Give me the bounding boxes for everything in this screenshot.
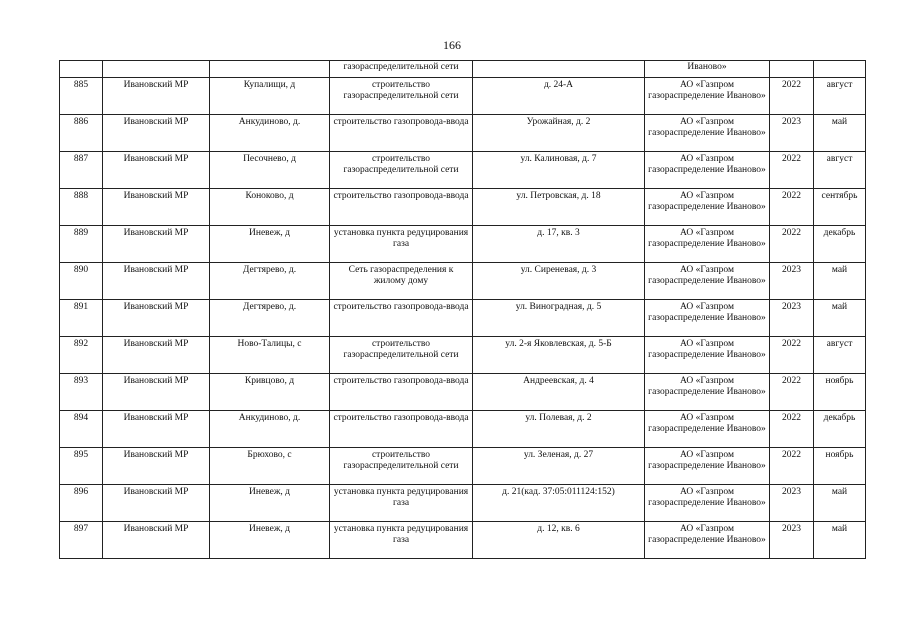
cell-work: строительство газопровода-ввода bbox=[330, 115, 473, 152]
cell-month: май bbox=[814, 263, 866, 300]
cell-no: 895 bbox=[60, 448, 103, 485]
cell-year: 2022 bbox=[770, 78, 814, 115]
cell-org: АО «Газпром газораспределение Иваново» bbox=[645, 189, 770, 226]
cell-org: АО «Газпром газораспределение Иваново» bbox=[645, 374, 770, 411]
cell-settlement: Анкудиново, д. bbox=[210, 115, 330, 152]
cell-work: строительство газораспределительной сети bbox=[330, 448, 473, 485]
page-number: 166 bbox=[443, 38, 461, 52]
cell-work: строительство газораспределительной сети bbox=[330, 337, 473, 374]
table-row bbox=[60, 189, 866, 226]
cell-work: строительство газораспределительной сети bbox=[330, 78, 473, 115]
cell-org: АО «Газпром газораспределение Иваново» bbox=[645, 411, 770, 448]
cell-org: АО «Газпром газораспределение Иваново» bbox=[645, 226, 770, 263]
cell-month: август bbox=[814, 337, 866, 374]
cell-org: АО «Газпром газораспределение Иваново» bbox=[645, 485, 770, 522]
cell-district: Ивановский МР bbox=[103, 374, 210, 411]
cell-district: Ивановский МР bbox=[103, 411, 210, 448]
cell-month: декабрь bbox=[814, 411, 866, 448]
cell-year: 2022 bbox=[770, 226, 814, 263]
table-row bbox=[60, 522, 866, 559]
cell-month: август bbox=[814, 152, 866, 189]
table-row bbox=[60, 485, 866, 522]
table-row bbox=[60, 226, 866, 263]
cell-work: строительство газораспределительной сети bbox=[330, 152, 473, 189]
table-row bbox=[60, 263, 866, 300]
cell-year: 2022 bbox=[770, 189, 814, 226]
cell-year: 2022 bbox=[770, 374, 814, 411]
cell-month: май bbox=[814, 522, 866, 559]
cell-no bbox=[60, 61, 103, 78]
cell-no: 890 bbox=[60, 263, 103, 300]
cell-org: АО «Газпром газораспределение Иваново» bbox=[645, 337, 770, 374]
cell-no: 892 bbox=[60, 337, 103, 374]
cell-org: АО «Газпром газораспределение Иваново» bbox=[645, 115, 770, 152]
cell-month: август bbox=[814, 78, 866, 115]
cell-no: 897 bbox=[60, 522, 103, 559]
cell-month: сентябрь bbox=[814, 189, 866, 226]
cell-address: ул. Зеленая, д. 27 bbox=[473, 448, 645, 485]
cell-district: Ивановский МР bbox=[103, 78, 210, 115]
cell-year: 2023 bbox=[770, 263, 814, 300]
cell-no: 885 bbox=[60, 78, 103, 115]
cell-settlement: Купалищи, д bbox=[210, 78, 330, 115]
cell-district: Ивановский МР bbox=[103, 152, 210, 189]
cell-district: Ивановский МР bbox=[103, 115, 210, 152]
cell-district: Ивановский МР bbox=[103, 263, 210, 300]
cell-district: Ивановский МР bbox=[103, 448, 210, 485]
cell-year: 2022 bbox=[770, 448, 814, 485]
cell-no: 896 bbox=[60, 485, 103, 522]
cell-address: д. 12, кв. 6 bbox=[473, 522, 645, 559]
cell-settlement: Ново-Талицы, с bbox=[210, 337, 330, 374]
cell-work: установка пункта редуцирования газа bbox=[330, 226, 473, 263]
cell-address: д. 24-А bbox=[473, 78, 645, 115]
cell-no: 891 bbox=[60, 300, 103, 337]
cell-month: ноябрь bbox=[814, 448, 866, 485]
cell-year: 2022 bbox=[770, 337, 814, 374]
cell-year: 2023 bbox=[770, 300, 814, 337]
cell-address: ул. Калиновая, д. 7 bbox=[473, 152, 645, 189]
cell-year: 2023 bbox=[770, 522, 814, 559]
cell-address: ул. Полевая, д. 2 bbox=[473, 411, 645, 448]
continuation-row bbox=[60, 61, 866, 78]
cell-district: Ивановский МР bbox=[103, 189, 210, 226]
cell-work: газораспределительной сети bbox=[330, 61, 473, 78]
table-row bbox=[60, 374, 866, 411]
table-row bbox=[60, 448, 866, 485]
cell-settlement bbox=[210, 61, 330, 78]
cell-year: 2022 bbox=[770, 152, 814, 189]
cell-work: строительство газопровода-ввода bbox=[330, 374, 473, 411]
cell-settlement: Иневеж, д bbox=[210, 485, 330, 522]
cell-address: д. 21(кад. 37:05:011124:152) bbox=[473, 485, 645, 522]
cell-org: АО «Газпром газораспределение Иваново» bbox=[645, 78, 770, 115]
cell-work: строительство газопровода-ввода bbox=[330, 411, 473, 448]
cell-year: 2023 bbox=[770, 115, 814, 152]
cell-org: АО «Газпром газораспределение Иваново» bbox=[645, 300, 770, 337]
cell-no: 888 bbox=[60, 189, 103, 226]
table-row bbox=[60, 337, 866, 374]
cell-month: ноябрь bbox=[814, 374, 866, 411]
cell-district: Ивановский МР bbox=[103, 485, 210, 522]
cell-no: 887 bbox=[60, 152, 103, 189]
cell-settlement: Песочнево, д bbox=[210, 152, 330, 189]
table-row bbox=[60, 411, 866, 448]
cell-work: Сеть газораспределения к жилому дому bbox=[330, 263, 473, 300]
cell-address: ул. Петровская, д. 18 bbox=[473, 189, 645, 226]
cell-no: 894 bbox=[60, 411, 103, 448]
cell-district: Ивановский МР bbox=[103, 226, 210, 263]
cell-month bbox=[814, 61, 866, 78]
cell-settlement: Дегтярево, д. bbox=[210, 263, 330, 300]
cell-settlement: Анкудиново, д. bbox=[210, 411, 330, 448]
cell-settlement: Коноково, д bbox=[210, 189, 330, 226]
cell-address: ул. Виноградная, д. 5 bbox=[473, 300, 645, 337]
cell-no: 893 bbox=[60, 374, 103, 411]
cell-work: строительство газопровода-ввода bbox=[330, 300, 473, 337]
cell-year: 2022 bbox=[770, 411, 814, 448]
cell-address: Андреевская, д. 4 bbox=[473, 374, 645, 411]
cell-month: май bbox=[814, 300, 866, 337]
cell-settlement: Брюхово, с bbox=[210, 448, 330, 485]
cell-year bbox=[770, 61, 814, 78]
cell-no: 886 bbox=[60, 115, 103, 152]
table-row bbox=[60, 115, 866, 152]
cell-district: Ивановский МР bbox=[103, 300, 210, 337]
cell-district: Ивановский МР bbox=[103, 337, 210, 374]
cell-district: Ивановский МР bbox=[103, 522, 210, 559]
cell-address: ул. Сиреневая, д. 3 bbox=[473, 263, 645, 300]
cell-org: Иваново» bbox=[645, 61, 770, 78]
cell-month: май bbox=[814, 485, 866, 522]
cell-month: май bbox=[814, 115, 866, 152]
table-row bbox=[60, 152, 866, 189]
table-row bbox=[60, 78, 866, 115]
cell-address: ул. 2-я Яковлевская, д. 5-Б bbox=[473, 337, 645, 374]
table-row bbox=[60, 300, 866, 337]
cell-settlement: Иневеж, д bbox=[210, 522, 330, 559]
cell-org: АО «Газпром газораспределение Иваново» bbox=[645, 263, 770, 300]
cell-work: установка пункта редуцирования газа bbox=[330, 485, 473, 522]
cell-settlement: Иневеж, д bbox=[210, 226, 330, 263]
cell-org: АО «Газпром газораспределение Иваново» bbox=[645, 448, 770, 485]
cell-org: АО «Газпром газораспределение Иваново» bbox=[645, 522, 770, 559]
cell-address: Урожайная, д. 2 bbox=[473, 115, 645, 152]
cell-address: д. 17, кв. 3 bbox=[473, 226, 645, 263]
cell-month: декабрь bbox=[814, 226, 866, 263]
cell-address bbox=[473, 61, 645, 78]
cell-org: АО «Газпром газораспределение Иваново» bbox=[645, 152, 770, 189]
gasification-table bbox=[59, 60, 866, 559]
cell-settlement: Дегтярево, д. bbox=[210, 300, 330, 337]
cell-no: 889 bbox=[60, 226, 103, 263]
cell-year: 2023 bbox=[770, 485, 814, 522]
cell-settlement: Кривцово, д bbox=[210, 374, 330, 411]
cell-work: строительство газопровода-ввода bbox=[330, 189, 473, 226]
cell-work: установка пункта редуцирования газа bbox=[330, 522, 473, 559]
cell-district bbox=[103, 61, 210, 78]
